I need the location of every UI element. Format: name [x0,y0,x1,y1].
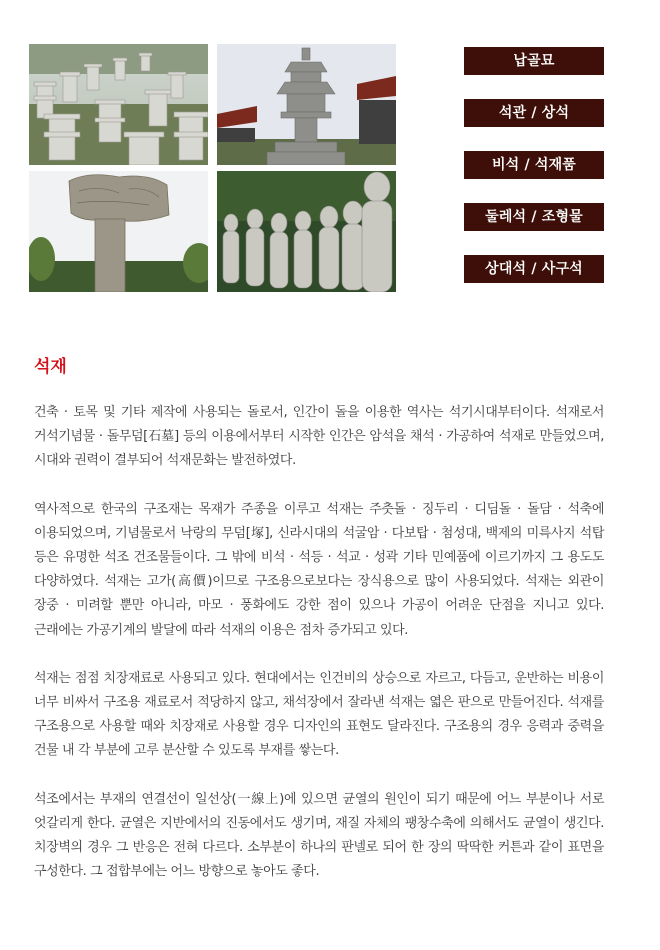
stone-lantern-photo [217,44,396,165]
article-body [34,401,604,908]
paragraph: 역사적으로 한국의 구조재는 목재가 주종을 이루고 석재는 주춧돌 · 징두리 · 디딤돌 · 돌담 · 석축에 이용되었으며, 기념물로서 낙랑의 무덤[塚], 신라시대의 석굴암 · 다보탑 · 첨성대, 백제의 미륵사지 석탑 등은 유명한 석조 건조물들이다. 그 밖에 비석 · 석등 · 석교 · 성곽 기타 민예품에 이르기까지 그 용도도 다양하였다. 석재는 고가(高價)이므로 구조용으로보다는 장식용으로 많이 사용되었다. 석재는 외관이 장중 · 미려할 뿐만 아니라, 마모 · 풍화에도 강한 점이 있으나 가공이 어려운 단점을 지니고 있다. 근래에는 가공기계의 발달에 따라 석재의 이용은 점차 증가되고 있다. [34,501,604,638]
menu-item-base-stone[interactable]: 상대석 / 사구석 [464,255,604,283]
menu-item-border-stone[interactable]: 둘레석 / 조형물 [464,203,604,231]
pagoda-field-photo [29,44,208,165]
section-title: 석재 [34,357,67,377]
category-menu [464,47,604,307]
menu-item-columbarium[interactable]: 납골묘 [464,47,604,75]
paragraph: 석조에서는 부재의 연결선이 일선상(一線上)에 있으면 균열의 원인이 되기 때문에 어느 부분이나 서로 엇갈리게 한다. 균열은 지반에서의 진동에서도 생기며, 재질 자체의 팽창수축에 의해서도 균열이 생긴다. 치장벽의 경우 그 반응은 전혀 다르다. 소부분이 하나의 판넬로 되어 한 장의 딱딱한 커튼과 같이 표면을 구성한다. 그 접합부에는 어느 방향으로 놓아도 좋다. [34,791,604,880]
menu-item-coffin-table[interactable]: 석관 / 상석 [464,99,604,127]
paragraph: 건축 · 토목 및 기타 제작에 사용되는 돌로서, 인간이 돌을 이용한 역사는 석기시대부터이다. 석재로서 거석기념물 · 돌무덤[石墓] 등의 이용에서부터 시작한 인간은 암석을 채석 · 가공하여 석재로 만들었으며, 시대와 권력이 결부되어 석재문화는 발전하였다. [34,405,604,469]
photo-grid [29,44,396,292]
paragraph: 석재는 점점 치장재료로 사용되고 있다. 현대에서는 인건비의 상승으로 자르고, 다듬고, 운반하는 비용이 너무 비싸서 구조용 재료로서 적당하지 않고, 채석장에서 잘라낸 석재는 엷은 판으로 만들어진다. 석재를 구조용으로 사용할 때와 치장재로 사용할 경우 디자인의 표현도 달라진다. 구조용의 경우 응력과 중력을 건물 내 각 부분에 고루 분산할 수 있도록 부재를 쌓는다. [34,670,604,759]
buddha-statues-photo [217,171,396,292]
stone-monument-photo [29,171,208,292]
menu-item-monument[interactable]: 비석 / 석재품 [464,151,604,179]
